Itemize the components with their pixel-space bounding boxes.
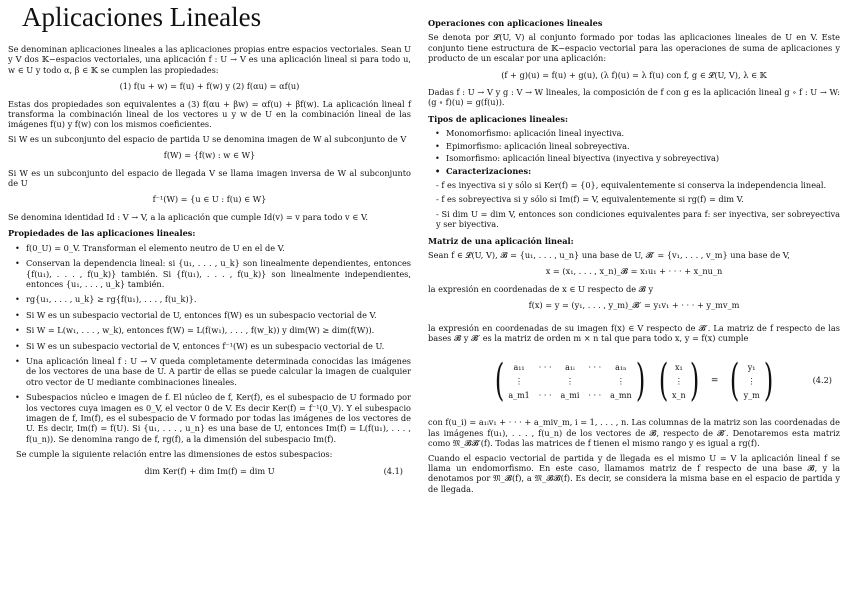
identity-definition: Se denomina identidad Id : V → V, a la aplicación que cumple Id(v) = v para todo v ∈ V. — [8, 211, 369, 222]
matrix-equation: ( a₁₁ · · · a₁ᵢ · · · a₁ₙ ⋮ ⋮ ⋮ a_m1 · · · a_mi · · · a_mn ) ( x₁ ⋮ x_n ) = ( y₁ ⋮ y_m ) (4.2) — [428, 353, 840, 409]
properties-list — [8, 243, 411, 445]
property-item: • Subespacios núcleo e imagen de f. El núcleo de f, Ker(f), es el subespacio de U formado por los vectores cuya imagen es 0_V, el vector 0 de V. Es decir Ker(f) = f⁻¹(0_V). Y el subespacio imagen de f, Im(f), es el subespacio de V formado por todas las imágenes de los vectores de U. Es decir, Im(f) = f(U). Si {u₁, . . . , u_n} es una base de U, entonces Im(f) = L(f(u₁), . . . , f(u_n)). Se denomina rango de f, rg(f), a la dimensión del subespacio Im(f). — [26, 392, 411, 444]
preimage-definition: Si W es un subconjunto del espacio de llegada V se llama imagen inversa de W al subconjunto de U — [8, 167, 411, 189]
matrix-definition: la expresión en coordenadas de su imagen f(x) ∈ V respecto de 𝓑′. La matriz de f respecto de las bases 𝓑 y 𝓑′ es la matriz de orden m × n tal que para todo x, y = f(x) cumple — [428, 322, 840, 343]
image-equation: f(W) = {f(w) : w ∈ W} — [163, 150, 256, 161]
dimension-relation-text: Se cumple la siguiente relación entre las dimensiones de estos subespacios: — [16, 449, 333, 460]
property-item: • Si W = L(w₁, . . . , w_k), entonces f(W) = L(f(w₁), . . . , f(w_k)) y dim(W) ≥ dim(f(W)). — [26, 325, 411, 335]
linearity-equation: (1) f(u + w) = f(u) + f(w) y (2) f(αu) = αf(u) — [119, 81, 300, 92]
right-column — [428, 18, 840, 498]
operations-equation: (f + g)(u) = f(u) + g(u), (λ f)(u) = λ f(u) con f, g ∈ 𝓛(U, V), λ ∈ 𝕂 — [501, 69, 767, 80]
coordinates-x-equation: x = (x₁, . . . , x_n)_𝓑 = x₁u₁ + · · · + x_nu_n — [545, 266, 723, 277]
left-column — [8, 0, 411, 483]
x-vector: ( x₁ ⋮ x_n ) — [658, 355, 699, 407]
equation-number: (4.2) — [812, 375, 832, 386]
type-item: • Isomorfismo: aplicación lineal biyectiva (inyectiva y sobreyectiva) — [446, 153, 840, 163]
image-definition: Si W es un subconjunto del espacio de partida U se denomina imagen de W al subconjunto de V — [8, 133, 407, 144]
property-item: • Si W es un subespacio vectorial de U, entonces f(W) es un subespacio vectorial de V. — [26, 310, 411, 320]
type-item: • Monomorfismo: aplicación lineal inyectiva. — [446, 128, 840, 138]
intro-paragraph: Se denominan aplicaciones lineales a las aplicaciones propias entre espacios vectoriales. Sean U y V dos 𝕂−espacios vectoriales, una aplicación f : U → V es una aplicación lineal si para todo u, w ∈ U y todo α, β ∈ 𝕂 se cumplen las propiedades: — [8, 44, 411, 75]
operations-heading: Operaciones con aplicaciones lineales — [428, 18, 603, 28]
property-item: • Si W es un subespacio vectorial de V, entonces f⁻¹(W) es un subespacio vectorial de U. — [26, 341, 411, 351]
composition-paragraph: Dadas f : U → V y g : V → W lineales, la composición de f con g es la aplicación lineal g ∘ f : U → W: (g ∘ f)(u) = g(f(u)). — [428, 87, 840, 108]
matrix-heading: Matriz de una aplicación lineal: — [428, 235, 574, 246]
equation-number: (4.1) — [383, 465, 403, 476]
property-item: • rg{u₁, . . . , u_k} ≥ rg{f(u₁), . . . , f(u_k)}. — [26, 294, 411, 304]
equivalence-paragraph: Estas dos propiedades son equivalentes a (3) f(αu + βw) = αf(u) + βf(w). La aplicación lineal f transforma la combinación lineal de los vectores u y w de U en la combinación lineal de las imágenes f(u) y f(w) con los mismos coeficientes. — [8, 98, 411, 130]
coordinates-x-text: la expresión en coordenadas de x ∈ U respecto de 𝓑 y — [428, 283, 654, 294]
characterization-item: - f es inyectiva si y sólo si Ker(f) = {0}, equivalentemente si conserva la independencia lineal. — [436, 179, 827, 190]
page-title: Aplicaciones Lineales — [22, 2, 262, 32]
preimage-equation: f⁻¹(W) = {u ∈ U : f(u) ∈ W} — [152, 194, 267, 205]
property-item: • Una aplicación lineal f : U → V queda completamente determinada conocidas las imágenes de los vectores de una base de U. A partir de ellas se puede calcular la imagen de cualquier otro vector de U mediante combinaciones lineales. — [26, 356, 411, 387]
type-item: • Epimorfismo: aplicación lineal sobreyectiva. — [446, 141, 840, 151]
dimension-formula: dim Ker(f) + dim Im(f) = dim U — [144, 465, 275, 476]
coefficient-matrix: ( a₁₁ · · · a₁ᵢ · · · a₁ₙ ⋮ ⋮ ⋮ a_m1 · · · a_mi · · · a_mn ) — [495, 355, 645, 407]
dimension-equation — [8, 466, 411, 476]
property-item: • Conservan la dependencia lineal: si {u₁, . . . , u_k} son linealmente dependientes, entonces {f(u₁), . . . , f(u_k)} también. Si {f(u₁), . . . , f(u_k)} son linealmente independientes, entonces {u₁, . . . , u_k} también. — [26, 258, 411, 289]
y-vector: ( y₁ ⋮ y_m ) — [730, 355, 773, 407]
matrix-columns-paragraph: con f(u_i) = a₁ᵢv₁ + · · · + a_miv_m, i = 1, . . . , n. Las columnas de la matriz son las coordenadas de las imágenes f(u₁), . . . , f(u_n) de los vectores de 𝓑, respecto de 𝓑′. Denotaremos esta matriz como 𝔐_𝓑𝓑′(f). Todas las matrices de f tienen el mismo rango y es igual a rg(f). — [428, 417, 840, 449]
coordinates-fx-equation: f(x) = y = (y₁, . . . , y_m)_𝓑′ = y₁v₁ + · · · + y_mv_m — [528, 300, 740, 311]
operations-paragraph: Se denota por 𝓛(U, V) al conjunto formado por todas las aplicaciones lineales de U en V. Este conjunto tiene estructura de 𝕂−espacio vectorial para las operaciones de suma de aplicaciones y producto de un escalar por una aplicación: — [428, 32, 840, 64]
characterization-item: - f es sobreyectiva si y sólo si Im(f) = V, equivalentemente si rg(f) = dim V. — [436, 194, 744, 205]
types-heading: Tipos de aplicaciones lineales: — [428, 113, 568, 124]
characterizations-heading: • Caracterizaciones: — [446, 166, 840, 176]
property-item: • f(0_U) = 0_V. Transforman el elemento neutro de U en el de V. — [26, 243, 411, 253]
characterization-item: - Si dim U = dim V, entonces son condiciones equivalentes para f: ser inyectiva, ser sobreyectiva y ser biyectiva. — [436, 208, 840, 230]
types-list — [428, 128, 840, 177]
properties-heading: Propiedades de las aplicaciones lineales: — [8, 228, 196, 239]
matrix-intro: Sean f ∈ 𝓛(U, V), 𝓑 = {u₁, . . . , u_n} una base de U, 𝓑′ = {v₁, . . . , v_m} una base de V, — [428, 249, 790, 260]
endomorphism-paragraph: Cuando el espacio vectorial de partida y de llegada es el mismo U = V la aplicación lineal f se llama un endomorfismo. En este caso, llamamos matriz de f respecto de una base 𝓑, y la denotamos por 𝔐_𝓑(f), a 𝔐_𝓑𝓑(f). Es decir, se considera la misma base en el espacio de partida y de llegada. — [428, 452, 840, 494]
